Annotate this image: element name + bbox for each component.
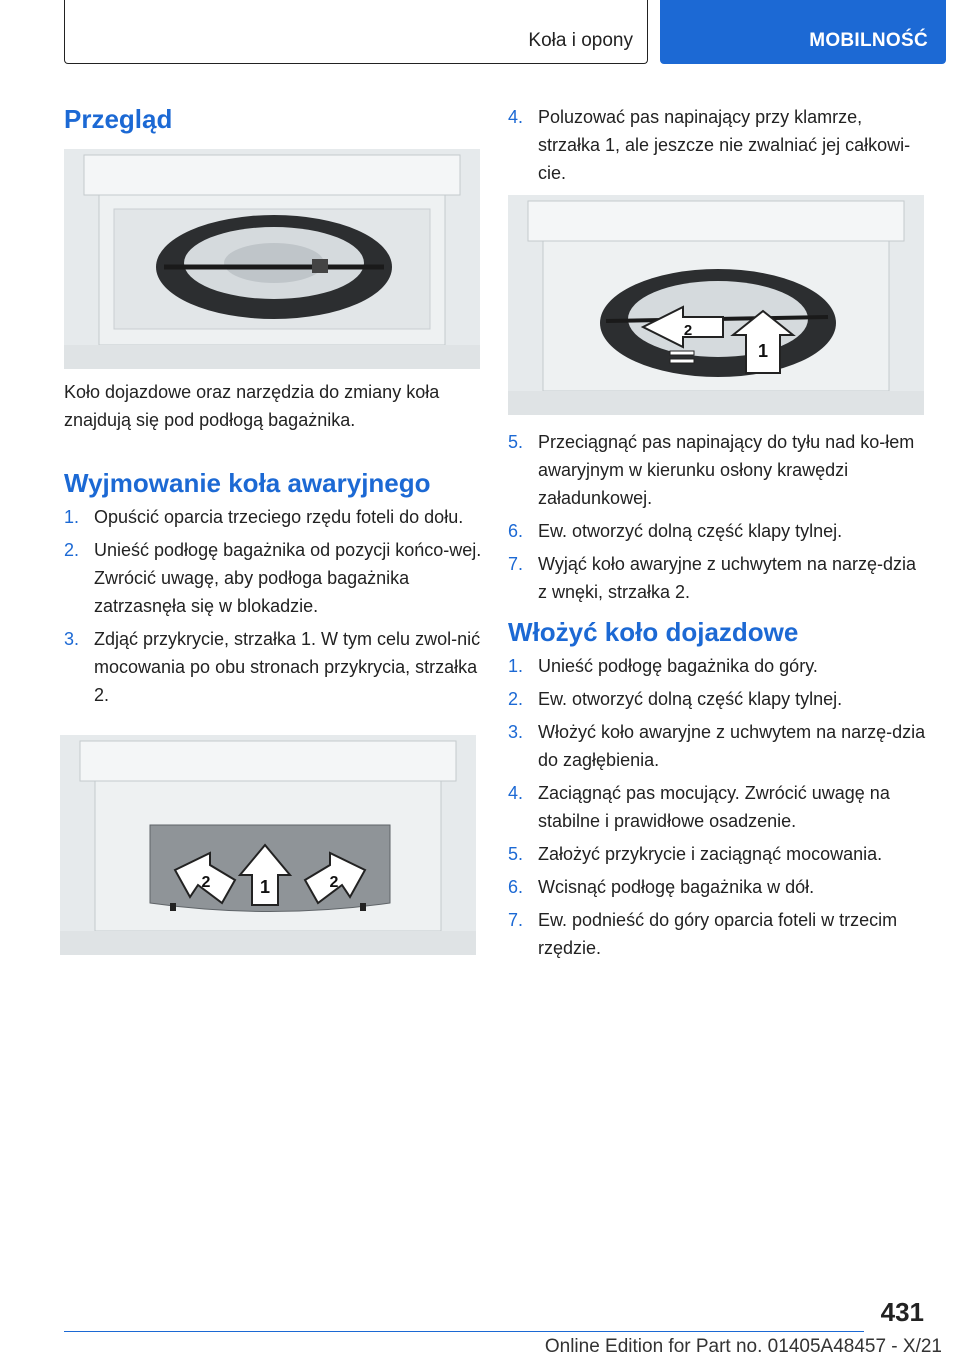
- step-number: 6.: [508, 521, 524, 541]
- header-section-title: Koła i opony: [528, 30, 633, 51]
- insert-step-4: [508, 779, 926, 835]
- step-number: 4.: [508, 783, 524, 803]
- overview-caption: Koło dojazdowe oraz narzędzia do zmiany koła znajdują się pod podłogą bagażnika.: [64, 382, 440, 430]
- remove-step-6: [508, 517, 926, 545]
- fig3-arrow-1-label: 1: [757, 341, 769, 361]
- remove-step-7: [508, 550, 926, 606]
- step-text: Opuścić oparcia trzeciego rzędu foteli do dołu.: [94, 507, 464, 527]
- step-text: Poluzować pas napinający przy klamrze, strzałka 1, ale jeszcze nie zwalniać jej całkowi-cie.: [538, 107, 911, 183]
- step-number: 4.: [508, 107, 524, 127]
- remove-step-5: [508, 428, 926, 512]
- remove-steps-list-cont-a: [508, 103, 926, 192]
- step-number: 3.: [508, 722, 524, 742]
- step-text: Zaciągnąć pas mocujący. Zwrócić uwagę na stabilne i prawidłowe osadzenie.: [538, 783, 890, 831]
- header-chapter-label: MOBILNOŚĆ: [809, 30, 928, 51]
- remove-step-1: [64, 503, 482, 531]
- step-text: Wyjąć koło awaryjne z uchwytem na narzę-dzia z wnęki, strzałka 2.: [538, 554, 916, 602]
- step-number: 1.: [508, 656, 524, 676]
- header-chapter-tab[interactable]: [660, 0, 946, 64]
- step-number: 2.: [64, 540, 80, 560]
- remove-step-3: [64, 625, 482, 709]
- step-number: 5.: [508, 844, 524, 864]
- header-section-box: [64, 0, 648, 64]
- fig3-arrow-2-label: 2: [683, 322, 693, 339]
- fig2-arrow-1-label: 1: [259, 877, 271, 897]
- remove-steps-list-cont-b: [508, 428, 926, 611]
- step-text: Unieść podłogę bagażnika do góry.: [538, 656, 818, 676]
- insert-step-2: [508, 685, 926, 713]
- heading-remove-spare-wheel: Wyjmowanie koła awaryjnego: [64, 468, 431, 498]
- step-text: Przeciągnąć pas napinający do tyłu nad ko-łem awaryjnym w kierunku osłony krawędzi załadunkowej.: [538, 432, 915, 508]
- step-text: Włożyć koło awaryjne z uchwytem na narzę-dzia do zagłębienia.: [538, 722, 926, 770]
- step-number: 7.: [508, 910, 524, 930]
- remove-steps-list: [64, 503, 482, 714]
- insert-step-5: [508, 840, 926, 868]
- insert-step-6: [508, 873, 926, 901]
- heading-overview: Przegląd: [64, 104, 173, 134]
- insert-steps-list: [508, 652, 926, 967]
- step-text: Wcisnąć podłogę bagażnika w dół.: [538, 877, 815, 897]
- step-number: 1.: [64, 507, 80, 527]
- figure-remove-cover: [60, 735, 476, 955]
- step-text: Założyć przykrycie i zaciągnąć mocowania.: [538, 844, 883, 864]
- page-number: 431: [880, 1297, 924, 1327]
- insert-step-7: [508, 906, 926, 962]
- step-text: Unieść podłogę bagażnika od pozycji końco-wej. Zwrócić uwagę, aby podłoga bagażnika zatrzasnęła się w blokadzie.: [94, 540, 482, 616]
- footer-edition: Online Edition for Part no. 01405A48457 - X/21: [544, 1336, 942, 1357]
- remove-step-4: [508, 103, 926, 187]
- step-text: Ew. podnieść do góry oparcia foteli w trzecim rzędzie.: [538, 910, 898, 958]
- step-text: Ew. otworzyć dolną część klapy tylnej.: [538, 521, 843, 541]
- step-number: 5.: [508, 432, 524, 452]
- figure-loosen-strap: [508, 195, 924, 415]
- insert-step-3: [508, 718, 926, 774]
- figure-spare-wheel-overview: [64, 149, 480, 369]
- footer-divider: [64, 1331, 864, 1332]
- step-text: Ew. otworzyć dolną część klapy tylnej.: [538, 689, 843, 709]
- remove-step-2: [64, 536, 482, 620]
- fig2-arrow-2-left-label: 2: [201, 874, 211, 891]
- heading-insert-spare-wheel: Włożyć koło dojazdowe: [508, 617, 799, 647]
- fig2-arrow-2-right-label: 2: [329, 874, 339, 891]
- insert-step-1: [508, 652, 926, 680]
- step-text: Zdjąć przykrycie, strzałka 1. W tym celu zwol-nić mocowania po obu stronach przykrycia, strzałka 2.: [94, 629, 481, 705]
- step-number: 2.: [508, 689, 524, 709]
- step-number: 6.: [508, 877, 524, 897]
- step-number: 7.: [508, 554, 524, 574]
- step-number: 3.: [64, 629, 80, 649]
